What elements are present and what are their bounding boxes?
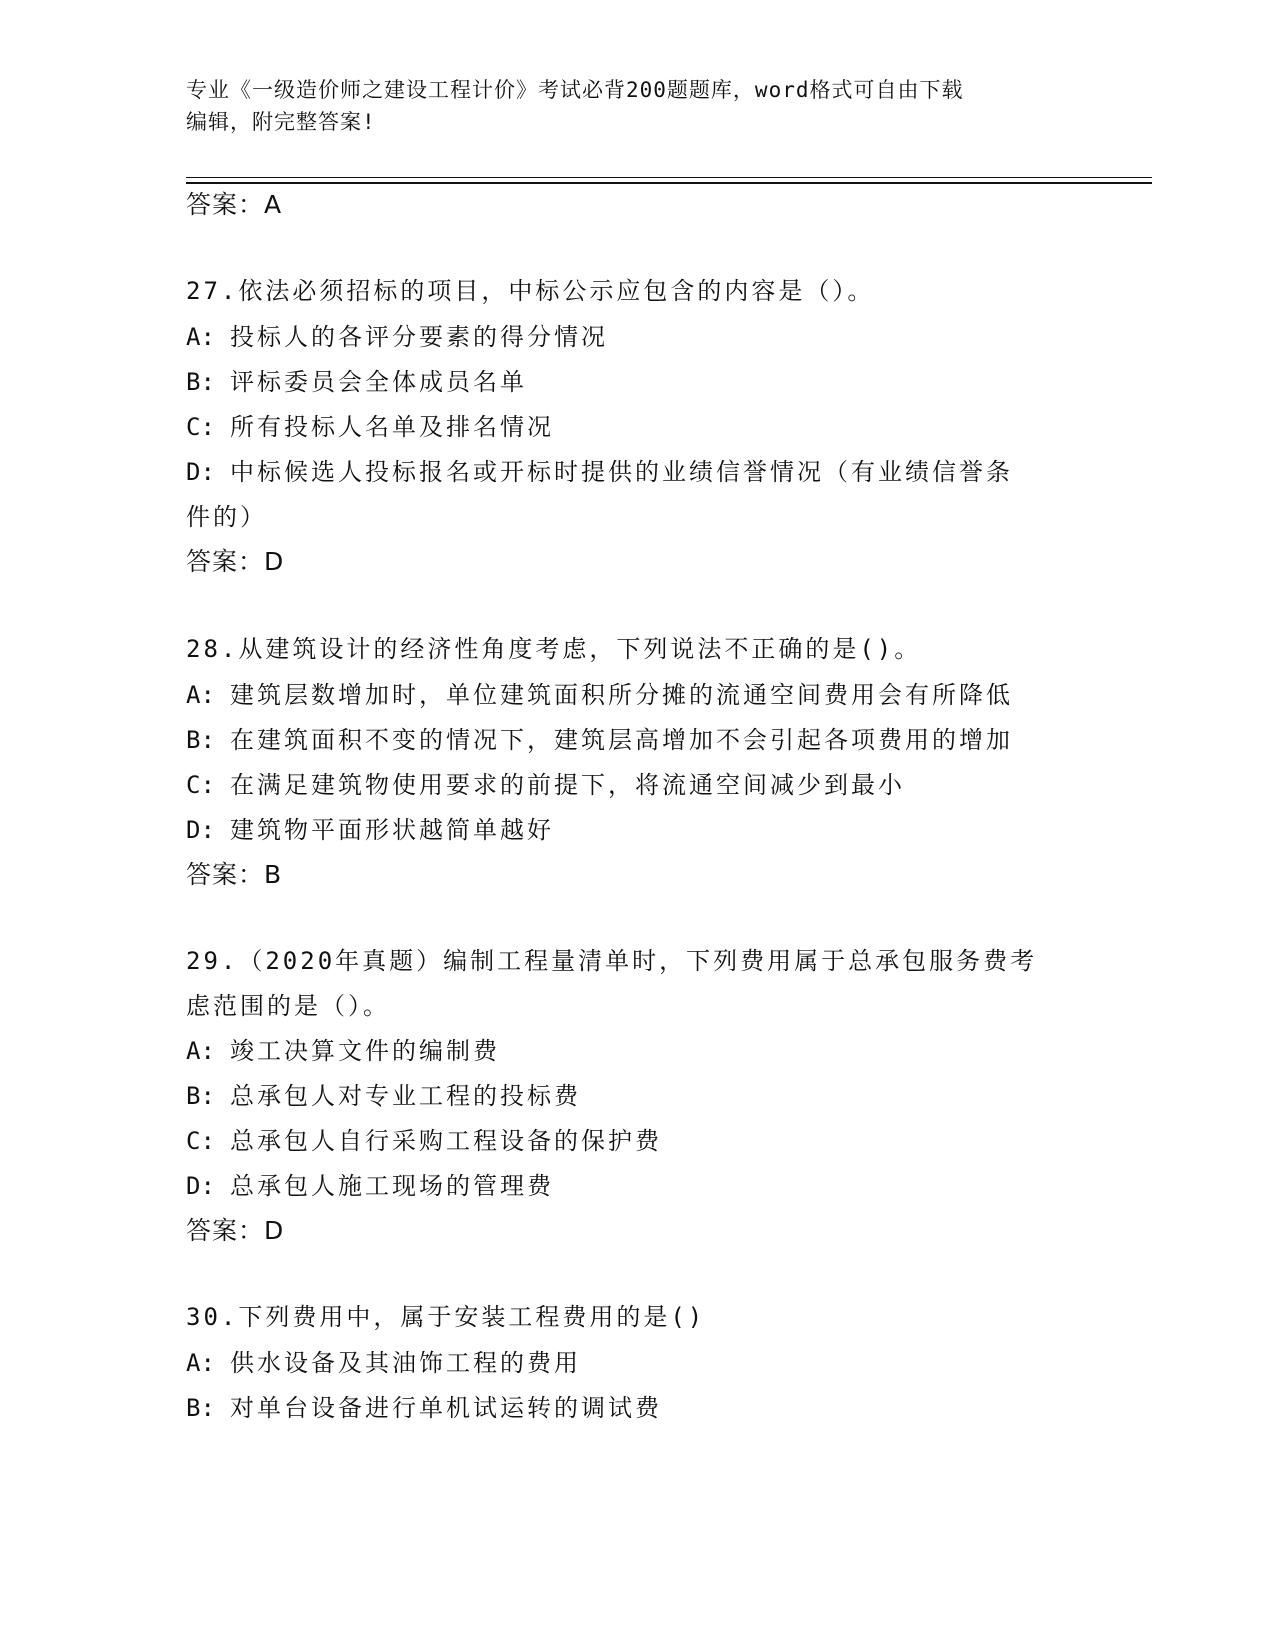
option-letter: A: [186,1349,215,1377]
option-letter: A: [186,681,215,709]
option-text: 供水设备及其油饰工程的费用 [230,1349,581,1377]
question-28-option-c [186,770,1086,800]
option-text: 总承包人施工现场的管理费 [230,1172,554,1200]
option-letter: B: [186,1394,215,1422]
question-28-option-b [186,725,1086,755]
question-29-option-c [186,1126,1086,1156]
option-letter: D: [186,816,215,844]
option-letter: B: [186,368,215,396]
option-text: 中标候选人投标报名或开标时提供的业绩信誉情况（有业绩信誉条 [230,458,1013,486]
option-text: 在满足建筑物使用要求的前提下，将流通空间减少到最小 [230,771,905,799]
option-letter: C: [186,1127,215,1155]
option-letter: D: [186,458,215,486]
option-text: 建筑物平面形状越简单越好 [230,816,554,844]
document-header [186,74,1086,138]
question-30-option-b [186,1393,1086,1423]
option-letter: A: [186,323,215,351]
question-30-stem: 30.下列费用中，属于安装工程费用的是() [186,1303,706,1331]
option-text: 竣工决算文件的编制费 [230,1037,500,1065]
option-letter: C: [186,413,215,441]
question-30-option-a [186,1348,1086,1378]
question-27-stem: 27.依法必须招标的项目，中标公示应包含的内容是（）。 [186,277,875,305]
option-text: 总承包人自行采购工程设备的保护费 [230,1127,662,1155]
question-29-stem: 29.（2020年真题）编制工程量清单时，下列费用属于总承包服务费考 [186,947,1038,975]
header-line-1: 专业《一级造价师之建设工程计价》考试必背200题题库，word格式可自由下载 [186,78,964,102]
previous-answer: 答案：A [186,190,283,219]
question-29-answer: 答案：D [186,1216,285,1245]
question-27-option-d [186,457,1086,487]
question-27-option-d-continued: 件的） [186,503,267,531]
header-rule-thin [186,177,1152,178]
question-27-option-b [186,367,1086,397]
option-text: 评标委员会全体成员名单 [230,368,527,396]
question-28-option-d [186,815,1086,845]
option-text: 所有投标人名单及排名情况 [230,413,554,441]
option-letter: B: [186,1082,215,1110]
header-rule-thick [186,182,1152,184]
question-27-option-c [186,412,1086,442]
question-27-option-a [186,322,1086,352]
option-text: 投标人的各评分要素的得分情况 [230,323,608,351]
question-29-option-a [186,1036,1086,1066]
option-text: 对单台设备进行单机试运转的调试费 [230,1394,662,1422]
option-text: 在建筑面积不变的情况下，建筑层高增加不会引起各项费用的增加 [230,726,1013,754]
question-28-answer: 答案：B [186,860,283,889]
option-text: 总承包人对专业工程的投标费 [230,1082,581,1110]
option-letter: A: [186,1037,215,1065]
option-letter: C: [186,771,215,799]
question-29-option-d [186,1171,1086,1201]
option-text: 建筑层数增加时，单位建筑面积所分摊的流通空间费用会有所降低 [230,681,1013,709]
option-letter: D: [186,1172,215,1200]
question-27-answer: 答案：D [186,547,285,576]
question-28-stem: 28.从建筑设计的经济性角度考虑，下列说法不正确的是()。 [186,635,922,663]
question-29-option-b [186,1081,1086,1111]
header-line-2: 编辑，附完整答案! [186,110,376,134]
option-letter: B: [186,726,215,754]
question-29-stem-continued: 虑范围的是（）。 [186,992,390,1020]
question-28-option-a [186,680,1086,710]
